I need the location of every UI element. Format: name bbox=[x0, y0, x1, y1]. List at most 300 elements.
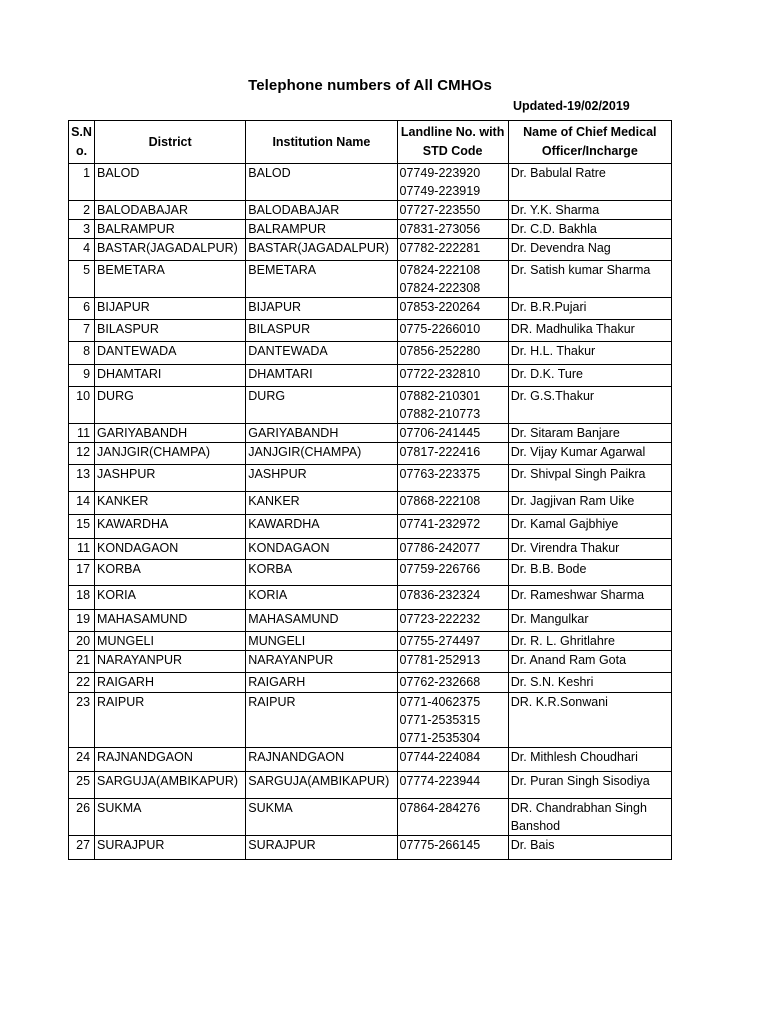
sno-cell-text: 12 bbox=[76, 445, 91, 459]
district-cell bbox=[95, 772, 246, 799]
district-cell-text: GARIYABANDH bbox=[97, 426, 188, 440]
sno-cell bbox=[69, 320, 95, 342]
table-row bbox=[69, 443, 672, 465]
table-row bbox=[69, 799, 672, 836]
sno-cell bbox=[69, 465, 95, 492]
landline-cell bbox=[397, 465, 508, 492]
sno-cell-text: 6 bbox=[83, 300, 91, 314]
district-cell bbox=[95, 424, 246, 443]
district-cell-text: BALODABAJAR bbox=[97, 203, 189, 217]
district-cell bbox=[95, 465, 246, 492]
institution-cell-text: DURG bbox=[248, 389, 286, 403]
phone-number: 0771-2535304 bbox=[399, 731, 481, 745]
sno-cell-text: 14 bbox=[76, 494, 91, 508]
district-cell-text: NARAYANPUR bbox=[97, 653, 182, 667]
sno-cell bbox=[69, 693, 95, 748]
officer-cell bbox=[508, 424, 671, 443]
institution-cell-text: KANKER bbox=[248, 494, 300, 508]
officer-cell bbox=[508, 673, 671, 693]
district-cell bbox=[95, 342, 246, 365]
officer-cell-text: Dr. Kamal Gajbhiye bbox=[510, 517, 619, 531]
phone-number: 07831-273056 bbox=[399, 222, 481, 236]
officer-cell-text: Dr. C.D. Bakhla bbox=[510, 222, 597, 236]
sno-cell bbox=[69, 492, 95, 515]
officer-cell-text: Dr. Mithlesh Choudhari bbox=[510, 750, 638, 764]
phone-number: 07775-266145 bbox=[399, 838, 481, 852]
officer-cell-text: Dr. Babulal Ratre bbox=[510, 166, 606, 180]
officer-cell-text: Dr. Devendra Nag bbox=[510, 241, 611, 255]
sno-cell-text: 27 bbox=[76, 838, 91, 852]
institution-cell bbox=[246, 610, 397, 632]
table-row bbox=[69, 261, 672, 298]
sno-cell-text: 9 bbox=[83, 367, 91, 381]
district-cell-text: BALRAMPUR bbox=[97, 222, 175, 236]
sno-cell-text: 3 bbox=[83, 222, 91, 236]
officer-cell bbox=[508, 539, 671, 560]
institution-cell bbox=[246, 465, 397, 492]
sno-cell bbox=[69, 443, 95, 465]
officer-cell bbox=[508, 298, 671, 320]
officer-cell bbox=[508, 492, 671, 515]
sno-cell-text: 15 bbox=[76, 517, 91, 531]
landline-cell bbox=[397, 239, 508, 261]
institution-cell-text: DHAMTARI bbox=[248, 367, 313, 381]
district-cell bbox=[95, 799, 246, 836]
district-cell-text: SARGUJA(AMBIKAPUR) bbox=[97, 774, 239, 788]
sno-cell bbox=[69, 632, 95, 651]
phone-number: 07781-252913 bbox=[399, 653, 481, 667]
table-row bbox=[69, 387, 672, 424]
table-row bbox=[69, 424, 672, 443]
table-row bbox=[69, 365, 672, 387]
landline-cell bbox=[397, 515, 508, 539]
officer-cell-text: Dr. Puran Singh Sisodiya bbox=[510, 774, 650, 788]
district-cell-text: BEMETARA bbox=[97, 263, 165, 277]
sno-cell bbox=[69, 651, 95, 673]
sno-cell-text: 19 bbox=[76, 612, 91, 626]
officer-cell bbox=[508, 220, 671, 239]
institution-cell bbox=[246, 673, 397, 693]
table-row bbox=[69, 539, 672, 560]
officer-cell bbox=[508, 836, 671, 860]
table-row bbox=[69, 492, 672, 515]
district-cell-text: BALOD bbox=[97, 166, 140, 180]
landline-cell bbox=[397, 836, 508, 860]
phone-number: 07853-220264 bbox=[399, 300, 481, 314]
district-cell bbox=[95, 693, 246, 748]
district-cell bbox=[95, 632, 246, 651]
table-row bbox=[69, 298, 672, 320]
sno-cell bbox=[69, 539, 95, 560]
institution-cell bbox=[246, 492, 397, 515]
district-cell bbox=[95, 748, 246, 772]
table-row bbox=[69, 320, 672, 342]
sno-cell-text: 10 bbox=[76, 389, 91, 403]
phone-number: 07868-222108 bbox=[399, 494, 481, 508]
phone-number: 0775-2266010 bbox=[399, 322, 481, 336]
phone-number: 07824-222308 bbox=[399, 281, 481, 295]
institution-cell bbox=[246, 342, 397, 365]
institution-cell-text: KONDAGAON bbox=[248, 541, 330, 555]
sno-cell-text: 7 bbox=[83, 322, 91, 336]
landline-cell bbox=[397, 539, 508, 560]
phone-number: 07727-223550 bbox=[399, 203, 481, 217]
officer-cell bbox=[508, 560, 671, 586]
table-row bbox=[69, 610, 672, 632]
institution-cell-text: DANTEWADA bbox=[248, 344, 328, 358]
sno-cell bbox=[69, 201, 95, 220]
landline-cell bbox=[397, 424, 508, 443]
institution-cell-text: JANJGIR(CHAMPA) bbox=[248, 445, 362, 459]
sno-cell-text: 24 bbox=[76, 750, 91, 764]
institution-cell-text: SARGUJA(AMBIKAPUR) bbox=[248, 774, 390, 788]
district-cell bbox=[95, 443, 246, 465]
district-cell bbox=[95, 560, 246, 586]
officer-cell bbox=[508, 748, 671, 772]
landline-cell bbox=[397, 693, 508, 748]
officer-cell-text: Dr. R. L. Ghritlahre bbox=[510, 634, 615, 648]
officer-cell bbox=[508, 632, 671, 651]
phone-number: 07706-241445 bbox=[399, 426, 481, 440]
officer-cell bbox=[508, 239, 671, 261]
table-body bbox=[69, 164, 672, 860]
phone-number: 07763-223375 bbox=[399, 467, 481, 481]
table-row bbox=[69, 586, 672, 610]
officer-cell bbox=[508, 443, 671, 465]
district-cell bbox=[95, 836, 246, 860]
landline-cell bbox=[397, 673, 508, 693]
sno-cell-text: 13 bbox=[76, 467, 91, 481]
district-cell bbox=[95, 320, 246, 342]
officer-cell-text: Dr. Satish kumar Sharma bbox=[510, 263, 651, 277]
page-title: Telephone numbers of All CMHOs bbox=[248, 77, 492, 94]
sno-cell-text: 26 bbox=[76, 801, 91, 815]
header-officer: Name of Chief Medical Officer/Incharge bbox=[508, 121, 671, 164]
table-row bbox=[69, 693, 672, 748]
header-row bbox=[69, 121, 672, 164]
institution-cell-text: KORBA bbox=[248, 562, 293, 576]
institution-cell bbox=[246, 298, 397, 320]
officer-cell-text: Dr. Jagjivan Ram Uike bbox=[510, 494, 635, 508]
district-cell bbox=[95, 610, 246, 632]
table-row bbox=[69, 836, 672, 860]
officer-cell-text: Dr. D.K. Ture bbox=[510, 367, 583, 381]
sno-cell-text: 25 bbox=[76, 774, 91, 788]
institution-cell bbox=[246, 560, 397, 586]
phone-number: 07786-242077 bbox=[399, 541, 481, 555]
institution-cell-text: BALRAMPUR bbox=[248, 222, 327, 236]
district-cell-text: BILASPUR bbox=[97, 322, 159, 336]
table-row bbox=[69, 632, 672, 651]
landline-cell bbox=[397, 443, 508, 465]
sno-cell bbox=[69, 424, 95, 443]
institution-cell-text: BALOD bbox=[248, 166, 291, 180]
landline-cell bbox=[397, 342, 508, 365]
phone-number: 07864-284276 bbox=[399, 801, 481, 815]
sno-cell bbox=[69, 673, 95, 693]
landline-cell bbox=[397, 220, 508, 239]
sno-cell-text: 21 bbox=[76, 653, 91, 667]
landline-cell bbox=[397, 586, 508, 610]
district-cell-text: BASTAR(JAGADALPUR) bbox=[97, 241, 238, 255]
landline-cell bbox=[397, 387, 508, 424]
phone-number: 07749-223919 bbox=[399, 184, 481, 198]
officer-cell-text: Dr. Rameshwar Sharma bbox=[510, 588, 645, 602]
institution-cell-text: NARAYANPUR bbox=[248, 653, 334, 667]
phone-number: 07774-223944 bbox=[399, 774, 481, 788]
sno-cell bbox=[69, 342, 95, 365]
phone-number: 0771-4062375 bbox=[399, 695, 481, 709]
header-landline: Landline No. with STD Code bbox=[397, 121, 508, 164]
landline-cell bbox=[397, 298, 508, 320]
district-cell bbox=[95, 515, 246, 539]
table-row bbox=[69, 772, 672, 799]
district-cell bbox=[95, 673, 246, 693]
updated-date: Updated-19/02/2019 bbox=[513, 99, 630, 113]
institution-cell bbox=[246, 164, 397, 201]
district-cell-text: BIJAPUR bbox=[97, 300, 150, 314]
district-cell-text: DHAMTARI bbox=[97, 367, 162, 381]
phone-number: 07782-222281 bbox=[399, 241, 481, 255]
district-cell-text: SUKMA bbox=[97, 801, 142, 815]
table-row bbox=[69, 651, 672, 673]
officer-cell bbox=[508, 164, 671, 201]
district-cell bbox=[95, 239, 246, 261]
institution-cell bbox=[246, 799, 397, 836]
officer-cell bbox=[508, 515, 671, 539]
officer-cell-text: Dr. B.R.Pujari bbox=[510, 300, 587, 314]
officer-cell-text: Dr. Sitaram Banjare bbox=[510, 426, 620, 440]
institution-cell-text: BALODABAJAR bbox=[248, 203, 340, 217]
sno-cell-text: 18 bbox=[76, 588, 91, 602]
sno-cell bbox=[69, 560, 95, 586]
institution-cell bbox=[246, 632, 397, 651]
district-cell bbox=[95, 492, 246, 515]
institution-cell bbox=[246, 320, 397, 342]
institution-cell bbox=[246, 387, 397, 424]
district-cell-text: JASHPUR bbox=[97, 467, 156, 481]
officer-cell bbox=[508, 261, 671, 298]
officer-cell-text: Dr. H.L. Thakur bbox=[510, 344, 596, 358]
institution-cell bbox=[246, 772, 397, 799]
officer-cell bbox=[508, 610, 671, 632]
district-cell bbox=[95, 261, 246, 298]
sno-cell-text: 20 bbox=[76, 634, 91, 648]
institution-cell-text: GARIYABANDH bbox=[248, 426, 339, 440]
officer-cell-text: Dr. Bais bbox=[510, 838, 555, 852]
institution-cell bbox=[246, 365, 397, 387]
sno-cell-text: 22 bbox=[76, 675, 91, 689]
officer-cell bbox=[508, 320, 671, 342]
phone-number: 07749-223920 bbox=[399, 166, 481, 180]
landline-cell bbox=[397, 365, 508, 387]
landline-cell bbox=[397, 492, 508, 515]
officer-cell bbox=[508, 342, 671, 365]
sno-cell-text: 8 bbox=[83, 344, 91, 358]
institution-cell-text: BEMETARA bbox=[248, 263, 317, 277]
sno-cell-text: 5 bbox=[83, 263, 91, 277]
sno-cell bbox=[69, 515, 95, 539]
sno-cell-text: 2 bbox=[83, 203, 91, 217]
cmho-table bbox=[68, 120, 672, 860]
district-cell-text: KAWARDHA bbox=[97, 517, 169, 531]
header-institution: Institution Name bbox=[246, 121, 397, 164]
district-cell-text: KORBA bbox=[97, 562, 141, 576]
sno-cell-text: 1 bbox=[83, 166, 91, 180]
sno-cell bbox=[69, 586, 95, 610]
district-cell-text: MAHASAMUND bbox=[97, 612, 188, 626]
table-row bbox=[69, 220, 672, 239]
landline-cell bbox=[397, 201, 508, 220]
officer-cell bbox=[508, 651, 671, 673]
district-cell bbox=[95, 651, 246, 673]
district-cell bbox=[95, 164, 246, 201]
sno-cell bbox=[69, 239, 95, 261]
sno-cell-text: 11 bbox=[77, 426, 91, 440]
district-cell bbox=[95, 387, 246, 424]
table-row bbox=[69, 164, 672, 201]
phone-number: 07744-224084 bbox=[399, 750, 481, 764]
sno-cell bbox=[69, 298, 95, 320]
officer-cell-text: Dr. Mangulkar bbox=[510, 612, 589, 626]
sno-cell-text: 4 bbox=[83, 241, 91, 255]
institution-cell-text: SURAJPUR bbox=[248, 838, 316, 852]
institution-cell bbox=[246, 515, 397, 539]
phone-number: 07755-274497 bbox=[399, 634, 481, 648]
district-cell-text: KORIA bbox=[97, 588, 136, 602]
institution-cell-text: KORIA bbox=[248, 588, 288, 602]
district-cell-text: RAJNANDGAON bbox=[97, 750, 193, 764]
sno-cell bbox=[69, 610, 95, 632]
district-cell-text: JANJGIR(CHAMPA) bbox=[97, 445, 210, 459]
institution-cell-text: SUKMA bbox=[248, 801, 293, 815]
officer-cell-text: Dr. B.B. Bode bbox=[510, 562, 587, 576]
table-row bbox=[69, 342, 672, 365]
officer-cell bbox=[508, 465, 671, 492]
landline-cell bbox=[397, 799, 508, 836]
table-row bbox=[69, 560, 672, 586]
institution-cell-text: BILASPUR bbox=[248, 322, 311, 336]
landline-cell bbox=[397, 632, 508, 651]
officer-cell bbox=[508, 693, 671, 748]
officer-cell bbox=[508, 387, 671, 424]
institution-cell bbox=[246, 261, 397, 298]
officer-cell bbox=[508, 772, 671, 799]
landline-cell bbox=[397, 748, 508, 772]
institution-cell bbox=[246, 443, 397, 465]
institution-cell bbox=[246, 836, 397, 860]
institution-cell-text: MUNGELI bbox=[248, 634, 306, 648]
officer-cell-text: Dr. Shivpal Singh Paikra bbox=[510, 467, 646, 481]
sno-cell bbox=[69, 220, 95, 239]
phone-number: 07856-252280 bbox=[399, 344, 481, 358]
sno-cell-text: 23 bbox=[76, 695, 91, 709]
landline-cell bbox=[397, 772, 508, 799]
district-cell-text: SURAJPUR bbox=[97, 838, 165, 852]
district-cell-text: RAIPUR bbox=[97, 695, 145, 709]
district-cell-text: KONDAGAON bbox=[97, 541, 179, 555]
sno-cell-text: 11 bbox=[77, 541, 91, 555]
district-cell bbox=[95, 220, 246, 239]
header-district: District bbox=[95, 121, 246, 164]
table-row bbox=[69, 239, 672, 261]
phone-number: 07836-232324 bbox=[399, 588, 481, 602]
institution-cell-text: BASTAR(JAGADALPUR) bbox=[248, 241, 390, 255]
phone-number: 07762-232668 bbox=[399, 675, 481, 689]
sno-cell-text: 17 bbox=[76, 562, 91, 576]
district-cell bbox=[95, 201, 246, 220]
officer-cell-text: Dr. Anand Ram Gota bbox=[510, 653, 627, 667]
institution-cell-text: KAWARDHA bbox=[248, 517, 320, 531]
officer-cell-text: DR. Chandrabhan Singh Banshod bbox=[510, 801, 647, 833]
phone-number: 07882-210773 bbox=[399, 407, 481, 421]
landline-cell bbox=[397, 651, 508, 673]
landline-cell bbox=[397, 560, 508, 586]
phone-number: 07741-232972 bbox=[399, 517, 481, 531]
landline-cell bbox=[397, 164, 508, 201]
phone-number: 07824-222108 bbox=[399, 263, 481, 277]
sno-cell bbox=[69, 387, 95, 424]
sno-cell bbox=[69, 799, 95, 836]
officer-cell-text: DR. Madhulika Thakur bbox=[510, 322, 635, 336]
phone-number: 07722-232810 bbox=[399, 367, 481, 381]
landline-cell bbox=[397, 610, 508, 632]
institution-cell bbox=[246, 748, 397, 772]
phone-number: 07882-210301 bbox=[399, 389, 481, 403]
officer-cell bbox=[508, 586, 671, 610]
sno-cell bbox=[69, 836, 95, 860]
institution-cell bbox=[246, 201, 397, 220]
officer-cell-text: Dr. Virendra Thakur bbox=[510, 541, 620, 555]
table-row bbox=[69, 673, 672, 693]
sno-cell bbox=[69, 772, 95, 799]
institution-cell-text: JASHPUR bbox=[248, 467, 307, 481]
institution-cell-text: RAJNANDGAON bbox=[248, 750, 345, 764]
sno-cell bbox=[69, 748, 95, 772]
institution-cell bbox=[246, 539, 397, 560]
officer-cell-text: Dr. Vijay Kumar Agarwal bbox=[510, 445, 646, 459]
district-cell-text: RAIGARH bbox=[97, 675, 154, 689]
phone-number: 07723-222232 bbox=[399, 612, 481, 626]
district-cell-text: DANTEWADA bbox=[97, 344, 177, 358]
table-row bbox=[69, 465, 672, 492]
institution-cell-text: RAIPUR bbox=[248, 695, 296, 709]
table-row bbox=[69, 515, 672, 539]
officer-cell bbox=[508, 799, 671, 836]
phone-number: 07759-226766 bbox=[399, 562, 481, 576]
institution-cell bbox=[246, 651, 397, 673]
institution-cell bbox=[246, 220, 397, 239]
sno-cell bbox=[69, 261, 95, 298]
district-cell bbox=[95, 539, 246, 560]
institution-cell-text: BIJAPUR bbox=[248, 300, 302, 314]
sno-cell bbox=[69, 365, 95, 387]
institution-cell-text: MAHASAMUND bbox=[248, 612, 339, 626]
officer-cell bbox=[508, 201, 671, 220]
officer-cell-text: Dr. S.N. Keshri bbox=[510, 675, 594, 689]
officer-cell-text: DR. K.R.Sonwani bbox=[510, 695, 608, 709]
phone-number: 0771-2535315 bbox=[399, 713, 481, 727]
landline-cell bbox=[397, 261, 508, 298]
officer-cell-text: Dr. G.S.Thakur bbox=[510, 389, 595, 403]
header-sno: S.N o. bbox=[69, 121, 95, 164]
institution-cell bbox=[246, 586, 397, 610]
district-cell bbox=[95, 365, 246, 387]
district-cell-text: KANKER bbox=[97, 494, 149, 508]
officer-cell-text: Dr. Y.K. Sharma bbox=[510, 203, 600, 217]
phone-number: 07817-222416 bbox=[399, 445, 481, 459]
institution-cell bbox=[246, 424, 397, 443]
